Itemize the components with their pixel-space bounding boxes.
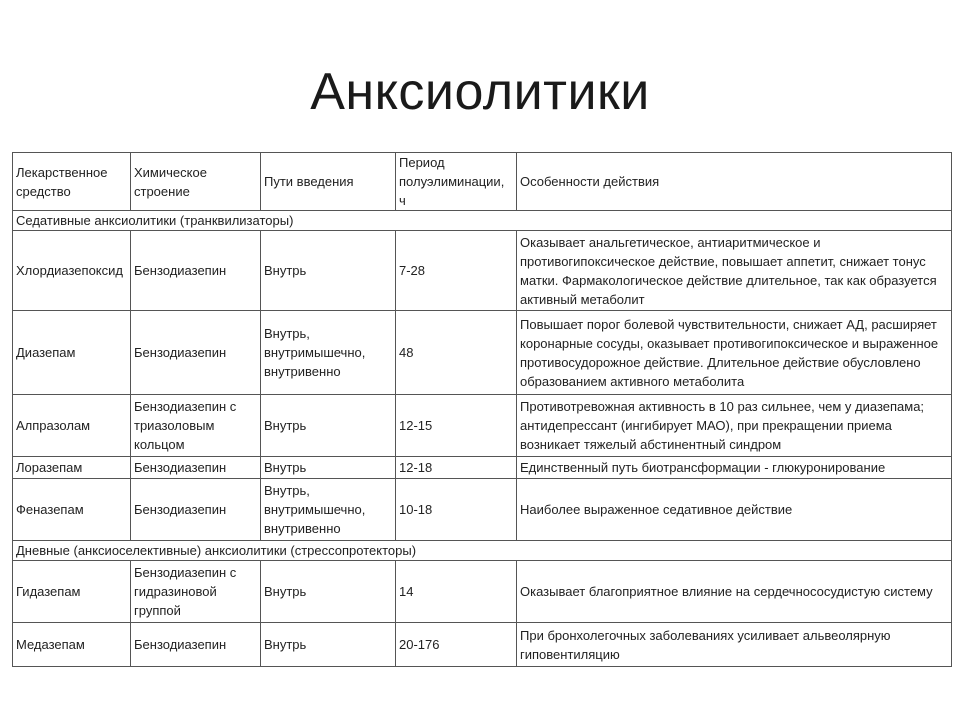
cell-drug: Диазепам — [13, 311, 131, 395]
cell-structure: Бензодиазепин — [131, 457, 261, 479]
cell-route: Внутрь — [261, 457, 396, 479]
section-row — [13, 211, 952, 231]
cell-structure: Бензодиазепин — [131, 623, 261, 667]
table-row — [13, 457, 952, 479]
cell-features: Наиболее выраженное седативное действие — [517, 479, 952, 541]
cell-route: Внутрь — [261, 561, 396, 623]
cell-drug: Феназепам — [13, 479, 131, 541]
cell-features: Противотревожная активность в 10 раз сильнее, чем у диазепама; антидепрессант (ингибирует МАО), при прекращении приема возникает тяжелый абстинентный синдром — [517, 395, 952, 457]
anxiolytics-table — [12, 152, 952, 667]
header-half-life: Период полуэлиминации, ч — [396, 153, 517, 211]
cell-drug: Алпразолам — [13, 395, 131, 457]
cell-structure: Бензодиазепин — [131, 479, 261, 541]
cell-half-life: 12-15 — [396, 395, 517, 457]
cell-route: Внутрь, внутримышечно, внутривенно — [261, 479, 396, 541]
header-structure: Химическое строение — [131, 153, 261, 211]
table-row — [13, 561, 952, 623]
cell-route: Внутрь — [261, 395, 396, 457]
cell-half-life: 48 — [396, 311, 517, 395]
cell-half-life: 12-18 — [396, 457, 517, 479]
header-drug: Лекарственное средство — [13, 153, 131, 211]
cell-half-life: 10-18 — [396, 479, 517, 541]
cell-features: При бронхолегочных заболеваниях усиливает альвеолярную гиповентиляцию — [517, 623, 952, 667]
cell-drug: Гидазепам — [13, 561, 131, 623]
cell-half-life: 20-176 — [396, 623, 517, 667]
cell-structure: Бензодиазепин с триазоловым кольцом — [131, 395, 261, 457]
cell-half-life: 7-28 — [396, 231, 517, 311]
page-title: Анксиолитики — [310, 63, 650, 121]
header-features: Особенности действия — [517, 153, 952, 211]
cell-structure: Бензодиазепин с гидразиновой группой — [131, 561, 261, 623]
section-label: Седативные анксиолитики (транквилизаторы) — [13, 211, 952, 231]
cell-drug: Лоразепам — [13, 457, 131, 479]
section-row — [13, 541, 952, 561]
section-label: Дневные (анксиоселективные) анксиолитики (стрессопротекторы) — [13, 541, 952, 561]
cell-features: Оказывает благоприятное влияние на сердечнососудистую систему — [517, 561, 952, 623]
header-route: Пути введения — [261, 153, 396, 211]
table-row — [13, 479, 952, 541]
table-header-row — [13, 153, 952, 211]
cell-route: Внутрь — [261, 623, 396, 667]
cell-features: Оказывает анальгетическое, антиаритмическое и противогипоксическое действие, повышает аппетит, снижает тонус матки. Фармакологическое действие длительное, так как образуется активный метаболит — [517, 231, 952, 311]
table-row — [13, 623, 952, 667]
cell-route: Внутрь — [261, 231, 396, 311]
table-row — [13, 311, 952, 395]
table-row — [13, 231, 952, 311]
cell-half-life: 14 — [396, 561, 517, 623]
cell-features: Повышает порог болевой чувствительности, снижает АД, расширяет коронарные сосуды, оказывает противогипоксическое и выраженное противосудорожное действие. Длительное действие обусловлено образованием активного метаболита — [517, 311, 952, 395]
cell-drug: Хлордиазепоксид — [13, 231, 131, 311]
cell-features: Единственный путь биотрансформации - глюкуронирование — [517, 457, 952, 479]
cell-drug: Медазепам — [13, 623, 131, 667]
cell-structure: Бензодиазепин — [131, 311, 261, 395]
cell-structure: Бензодиазепин — [131, 231, 261, 311]
cell-route: Внутрь, внутримышечно, внутривенно — [261, 311, 396, 395]
table-row — [13, 395, 952, 457]
